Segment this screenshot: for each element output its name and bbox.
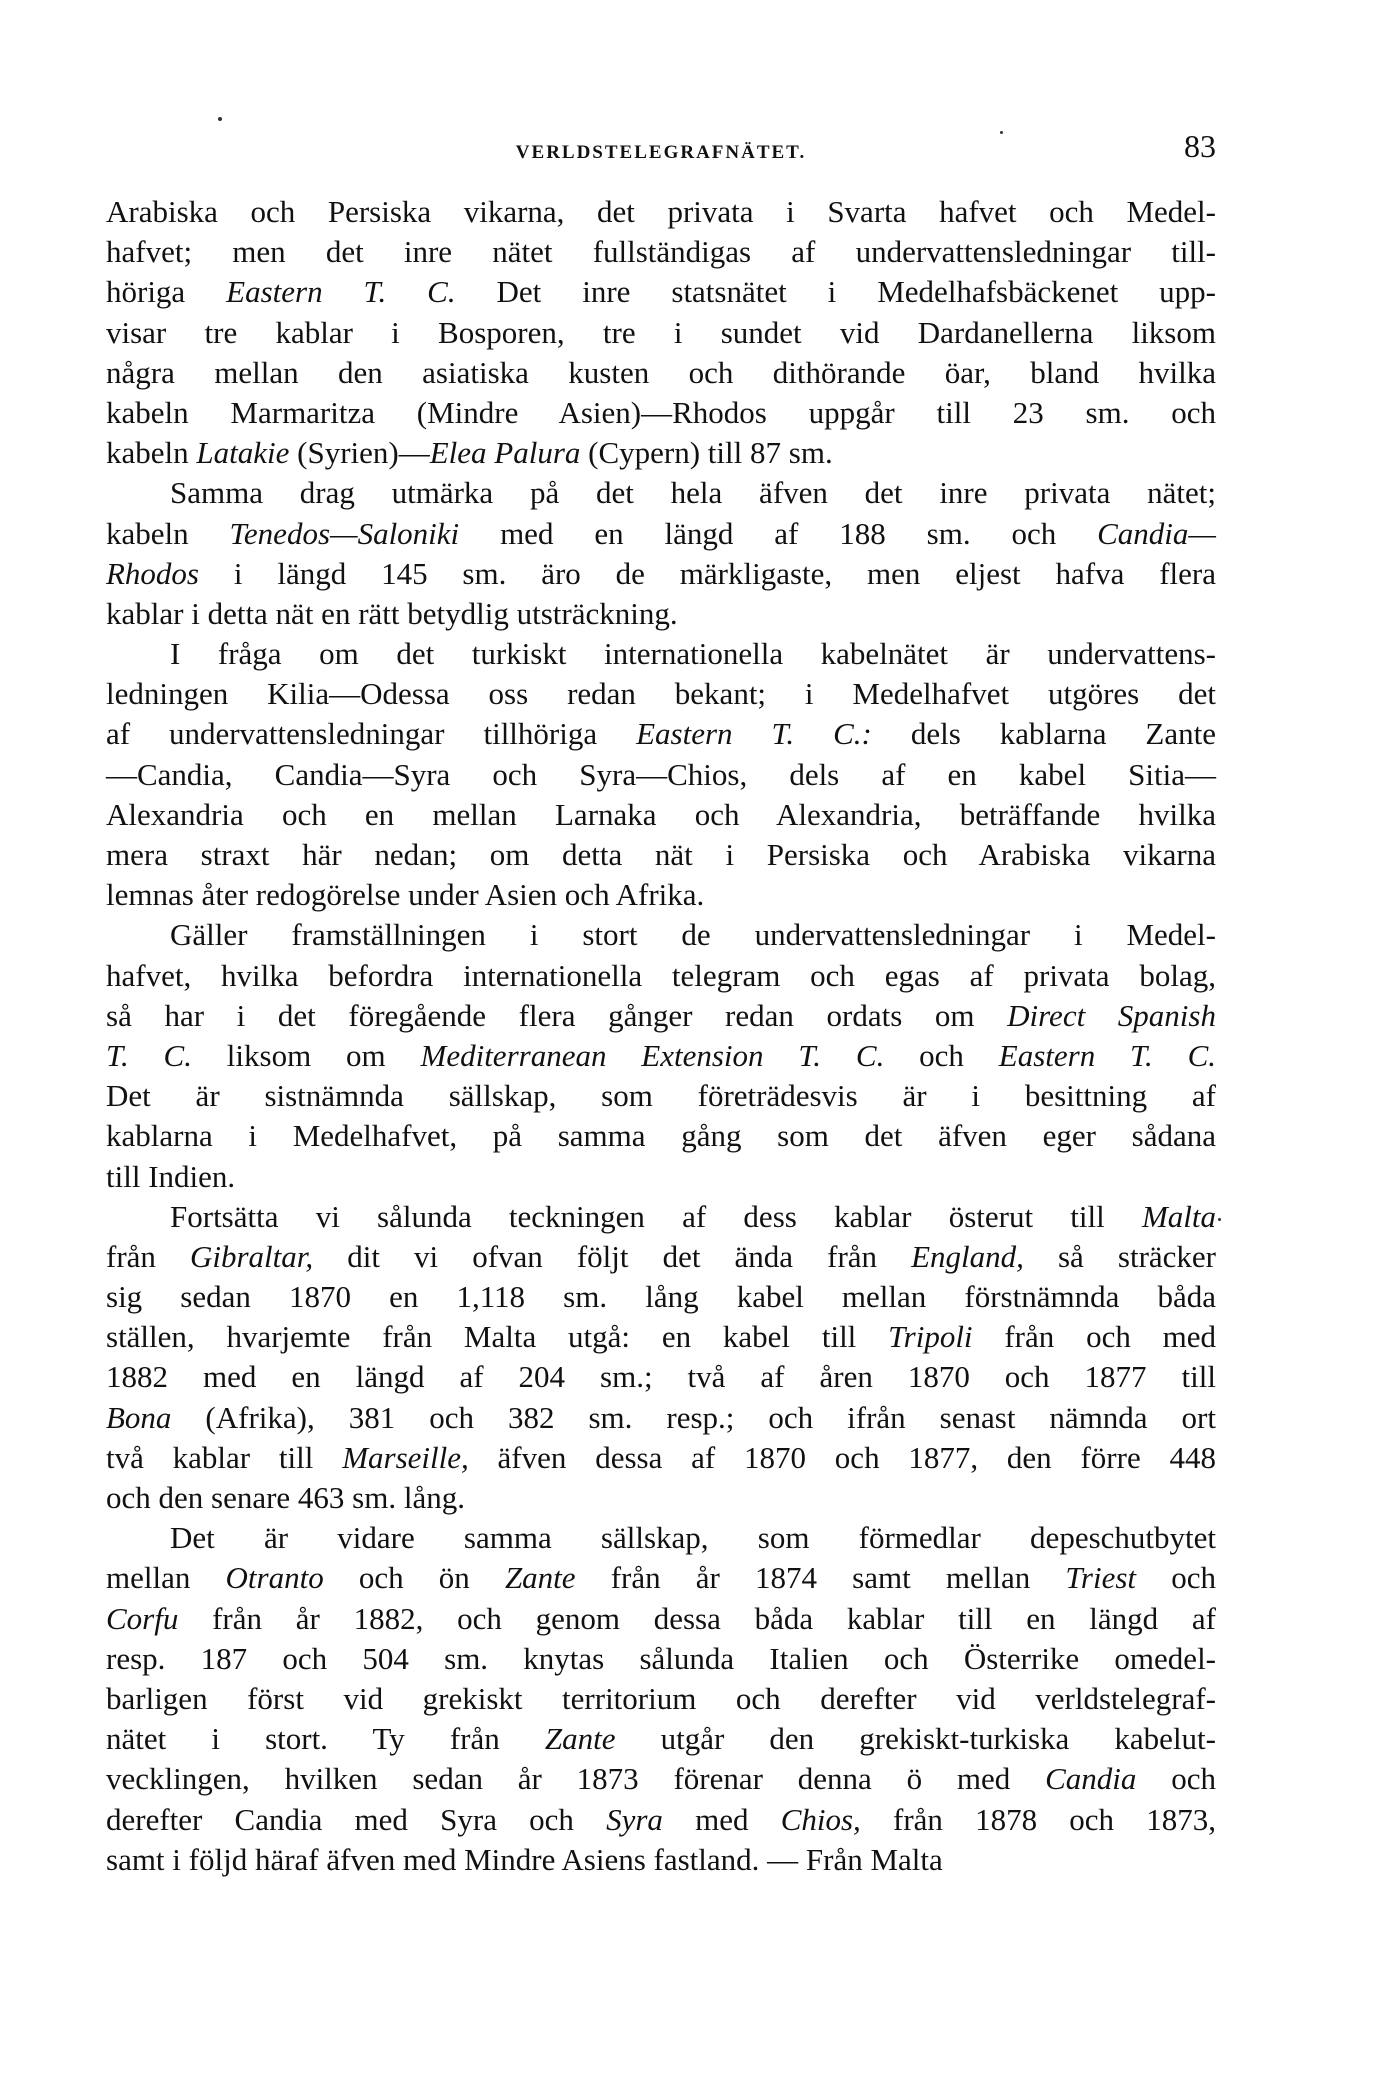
italic-text: Marseille, xyxy=(342,1439,469,1475)
paragraph xyxy=(106,1518,1216,1880)
text-run: kablar i detta nät en rätt betydlig utsträckning. xyxy=(106,595,678,631)
paragraph xyxy=(106,634,1216,915)
text-run: mellan xyxy=(106,1560,226,1596)
text-run: hafvet, hvilka befordra internationella telegram och egas af privata bolag, xyxy=(106,957,1216,993)
page-header xyxy=(106,128,1216,168)
text-run: med xyxy=(662,1801,781,1837)
text-run: några mellan den asiatiska kusten och dithörande öar, bland hvilka xyxy=(106,354,1216,390)
text-run: Fortsätta vi sålunda teckningen af dess kablar österut till xyxy=(170,1198,1142,1234)
text-run: mera straxt här nedan; om detta nät i Persiska och Arabiska vikarna xyxy=(106,837,1216,872)
text-run: dit vi ofvan följt det ända från xyxy=(313,1238,912,1274)
text-run: resp. 187 och 504 sm. knytas sålunda Italien och Österrike omedel- xyxy=(106,1640,1216,1676)
text-run: Det är vidare samma sällskap, som förmedlar depeschutbytet xyxy=(170,1520,1216,1556)
text-run: Gäller framställningen i stort de undervattensledningar i Medel- xyxy=(170,917,1216,953)
text-run: af undervattensledningar tillhöriga xyxy=(106,716,637,752)
text-line xyxy=(106,835,1216,875)
text-line xyxy=(106,1800,1216,1840)
print-speck xyxy=(1000,131,1003,134)
text-run: i längd 145 sm. äro de märkligaste, men eljest hafva flera xyxy=(199,555,1216,591)
italic-text: Mediterranean Extension T. C. xyxy=(420,1037,885,1073)
text-line xyxy=(106,1759,1216,1799)
italic-text: Rhodos xyxy=(106,555,199,591)
text-line xyxy=(106,554,1216,594)
text-run: kablarna i Medelhafvet, på samma gång som det äfven eger sådana xyxy=(106,1118,1216,1154)
text-run: ledningen Kilia—Odessa oss redan bekant; i Medelhafvet utgöres det xyxy=(106,676,1216,712)
text-line xyxy=(106,634,1216,674)
italic-text: Zante xyxy=(544,1721,616,1757)
text-run: och ön xyxy=(323,1560,505,1596)
text-line xyxy=(106,1157,1216,1197)
text-line xyxy=(106,433,1216,473)
text-run: Alexandria och en mellan Larnaka och Alexandria, beträffande hvilka xyxy=(106,796,1216,832)
text-run: och xyxy=(1136,1560,1216,1596)
text-line xyxy=(106,674,1216,714)
text-run: äfven dessa af 1870 och 1877, den förre 448 xyxy=(468,1439,1217,1475)
italic-text: Chios, xyxy=(780,1801,861,1837)
text-line xyxy=(106,755,1216,795)
text-run: (Syrien)— xyxy=(289,435,430,471)
text-line xyxy=(106,1197,1216,1237)
italic-text: T. C. xyxy=(106,1037,192,1073)
italic-text: Tenedos—Saloniki xyxy=(229,515,460,551)
text-line xyxy=(106,956,1216,996)
text-run: Det inre statsnätet i Medelhafsbäckenet upp- xyxy=(455,274,1216,310)
italic-text: Gibraltar, xyxy=(189,1238,314,1274)
page-number: 83 xyxy=(1184,128,1216,164)
text-line xyxy=(106,1277,1216,1317)
text-line xyxy=(106,915,1216,955)
text-run: kabeln Marmaritza (Mindre Asien)—Rhodos uppgår till 23 sm. och xyxy=(106,394,1216,430)
text-line xyxy=(106,1237,1216,1277)
text-run: med en längd af 188 sm. och xyxy=(459,515,1098,551)
text-run: hafvet; men det inre nätet fullständigas af undervattensledningar till- xyxy=(106,234,1216,270)
text-line xyxy=(106,1036,1216,1076)
text-run: derefter Candia med Syra och xyxy=(106,1801,607,1837)
paragraph xyxy=(106,473,1216,634)
text-run: ställen, hvarjemte från Malta utgå: en kabel till xyxy=(106,1319,889,1355)
italic-text: Eastern T. C.: xyxy=(636,716,872,752)
text-run: —Candia, Candia—Syra och Syra—Chios, dels af en kabel Sitia— xyxy=(106,756,1216,792)
text-run: dels kablarna Zante xyxy=(871,716,1216,752)
text-run: från år 1882, och genom dessa båda kablar till en längd af xyxy=(178,1600,1216,1636)
print-speck xyxy=(218,117,222,121)
body-text xyxy=(106,192,1216,1880)
text-run: höriga xyxy=(106,274,227,310)
text-line xyxy=(106,232,1216,272)
text-run: så sträcker xyxy=(1023,1238,1216,1274)
text-run: från och med xyxy=(972,1319,1217,1355)
text-line xyxy=(106,272,1216,312)
italic-text: Eastern T. C. xyxy=(998,1037,1216,1073)
italic-text: Elea Palura xyxy=(429,435,581,471)
text-run: Det är sistnämnda sällskap, som företrädesvis är i besittning af xyxy=(106,1078,1216,1114)
text-run: (Cypern) till 87 sm. xyxy=(580,435,833,471)
text-line xyxy=(106,514,1216,554)
text-run: liksom om xyxy=(191,1037,421,1073)
text-line xyxy=(106,1599,1216,1639)
text-line xyxy=(106,795,1216,835)
text-run: från 1878 och 1873, xyxy=(860,1801,1217,1837)
italic-text: Syra xyxy=(606,1801,663,1837)
text-line xyxy=(106,1558,1216,1598)
text-run: samt i följd häraf äfven med Mindre Asiens fastland. — Från Malta xyxy=(106,1841,943,1877)
text-run: I fråga om det turkiskt internationella kabelnätet är undervattens- xyxy=(170,636,1216,672)
italic-text: Zante xyxy=(504,1560,576,1596)
text-line xyxy=(106,313,1216,353)
italic-text: England, xyxy=(911,1238,1024,1274)
text-line xyxy=(106,1639,1216,1679)
text-line xyxy=(106,1398,1216,1438)
paragraph xyxy=(106,192,1216,473)
italic-text: Otranto xyxy=(225,1560,324,1596)
text-run: och xyxy=(884,1037,999,1073)
text-run: nätet i stort. Ty från xyxy=(106,1721,545,1757)
text-line xyxy=(106,1438,1216,1478)
paragraph xyxy=(106,1197,1216,1519)
text-run: barligen först vid grekiskt territorium och derefter vid verldstelegraf- xyxy=(106,1680,1216,1716)
text-line xyxy=(106,1679,1216,1719)
text-line xyxy=(106,192,1216,232)
text-run: och xyxy=(1136,1761,1216,1797)
text-line xyxy=(106,393,1216,433)
text-run: från år 1874 samt mellan xyxy=(575,1560,1066,1596)
text-run: kabeln xyxy=(106,515,230,551)
italic-text: Candia— xyxy=(1097,515,1216,551)
italic-text: Corfu xyxy=(106,1600,179,1636)
text-line xyxy=(106,594,1216,634)
italic-text: Tripoli xyxy=(888,1319,973,1355)
italic-text: Malta xyxy=(1141,1198,1216,1234)
text-line xyxy=(106,1840,1216,1880)
text-line xyxy=(106,875,1216,915)
text-run: Samma drag utmärka på det hela äfven det inre privata nätet; xyxy=(170,475,1216,511)
text-run: och den senare 463 sm. lång. xyxy=(106,1480,465,1515)
text-run: så har i det föregående flera gånger redan ordats om xyxy=(106,997,1008,1033)
text-line xyxy=(106,1116,1216,1156)
text-run: visar tre kablar i Bosporen, tre i sundet vid Dardanellerna liksom xyxy=(106,314,1216,350)
text-line xyxy=(106,1518,1216,1558)
italic-text: Direct Spanish xyxy=(1007,997,1216,1033)
print-speck xyxy=(1218,1218,1221,1221)
text-run: utgår den grekiskt-turkiska kabelut- xyxy=(615,1721,1216,1757)
text-run: vecklingen, hvilken sedan år 1873 förenar denna ö med xyxy=(106,1761,1046,1797)
text-run: (Afrika), 381 och 382 sm. resp.; och ifrån senast nämnda ort xyxy=(171,1399,1216,1435)
text-run: två kablar till xyxy=(106,1439,343,1475)
italic-text: Candia xyxy=(1045,1761,1137,1797)
text-line xyxy=(106,1478,1216,1518)
text-run: från xyxy=(106,1238,190,1274)
text-run: sig sedan 1870 en 1,118 sm. lång kabel mellan förstnämnda båda xyxy=(106,1279,1216,1315)
text-line xyxy=(106,714,1216,754)
italic-text: Latakie xyxy=(196,435,290,471)
text-run: till Indien. xyxy=(106,1158,236,1194)
italic-text: Bona xyxy=(106,1399,172,1435)
text-run: kabeln xyxy=(106,435,197,471)
text-run: lemnas åter redogörelse under Asien och Afrika. xyxy=(106,877,705,913)
italic-text: Triest xyxy=(1065,1560,1137,1596)
text-run: Arabiska och Persiska vikarna, det privata i Svarta hafvet och Medel- xyxy=(106,194,1216,229)
running-title: VERLDSTELEGRAFNÄTET. xyxy=(515,142,807,163)
text-line xyxy=(106,1357,1216,1397)
text-line xyxy=(106,353,1216,393)
paragraph xyxy=(106,915,1216,1196)
text-run: 1882 med en längd af 204 sm.; två af åren 1870 och 1877 till xyxy=(106,1359,1216,1395)
text-line xyxy=(106,1317,1216,1357)
text-line xyxy=(106,996,1216,1036)
text-line xyxy=(106,473,1216,513)
text-line xyxy=(106,1719,1216,1759)
text-line xyxy=(106,1076,1216,1116)
italic-text: Eastern T. C. xyxy=(226,274,456,310)
